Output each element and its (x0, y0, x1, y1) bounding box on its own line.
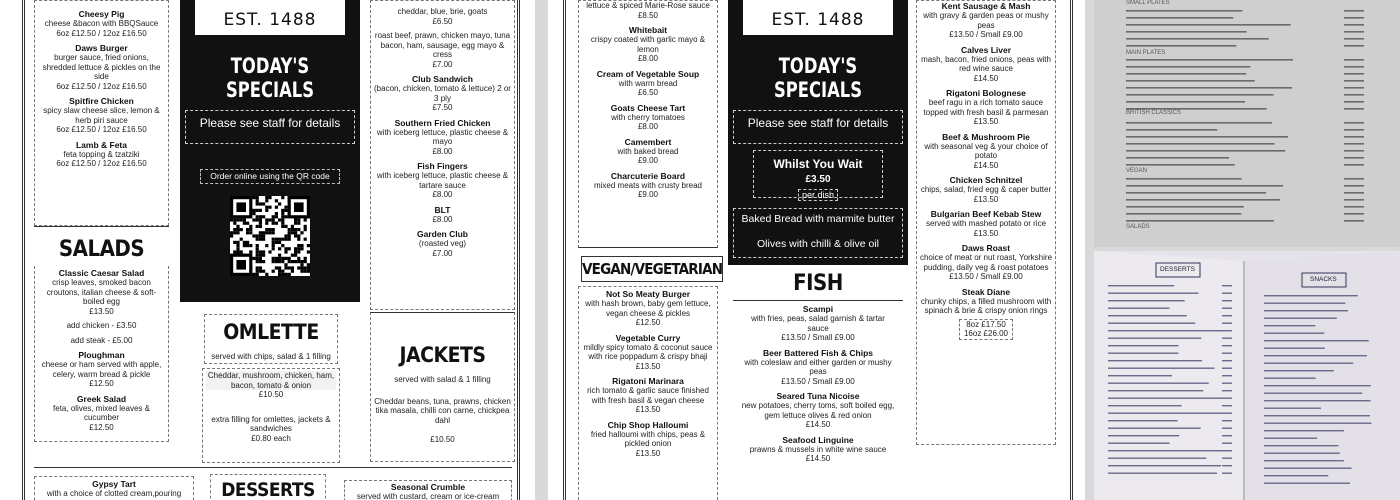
item-desc: burger sauce, fried onions, shredded lettuce & pickles on the side (42, 53, 161, 81)
item-desc: mash, bacon, fried onions, peas with red wine sauce (921, 54, 1051, 73)
steak-price-8oz: 8oz £17.50 (966, 319, 1006, 329)
thumb1-heading-2: MAIN PLATES (1126, 50, 1166, 56)
item-title: Scampi (802, 304, 834, 314)
item-desc: chips, salad, fried egg & caper butter (920, 185, 1052, 194)
omlette-extra-price: £0.80 each (251, 433, 291, 443)
item-desc: with seasonal veg & your choice of potato (924, 141, 1048, 160)
item-price: £13.50 (973, 228, 999, 238)
item-desc: cheese or ham served with apple, celery, warm bread & pickle (41, 360, 162, 379)
item-desc: feta topping & tzatziki (63, 149, 140, 159)
item-title: Spitfire Chicken (69, 96, 134, 106)
item-title: Classic Caesar Salad (58, 268, 145, 278)
item-title: Southern Fried Chicken (394, 117, 491, 128)
omlette-heading: OMLETTE (223, 320, 319, 344)
specials-title-2: SPECIALS (773, 78, 863, 102)
item-title: Chip Shop Halloumi (607, 419, 689, 430)
starter-item (581, 1, 715, 20)
item-desc: with coleslaw and either garden or mushy peas (744, 357, 892, 376)
item-desc: new potatoes, cherry toms, soft boiled egg, gem lettuce olives & red onion (741, 401, 895, 420)
item-price: £6.50 (432, 16, 453, 26)
item-desc: served with mashed potato or rice (925, 219, 1047, 228)
jackets-price: £10.50 (430, 435, 455, 444)
item-price: £14.50 (973, 160, 999, 170)
item-title: Vegetable Curry (615, 332, 681, 343)
item-title: Goats Cheese Tart (610, 102, 686, 113)
thumb1-heading-4: VEGAN (1126, 168, 1148, 174)
item-desc: beef ragu in a rich tomato sauce topped with fresh basil & parmesan (923, 98, 1049, 117)
desserts-heading-box (210, 474, 326, 500)
sandwiches-section (370, 0, 515, 310)
specials-board (180, 0, 360, 302)
item-desc: (bacon, chicken, tomato & lettuce) 2 or 3 ply (374, 84, 511, 103)
item-price: £13.50 / Small £9.00 (781, 333, 855, 342)
fish-item (740, 435, 896, 464)
item-desc: with hash brown, baby gem lettuce, vegan cheese & pickles (585, 299, 711, 318)
starter-item (581, 69, 715, 98)
item-price: £13.50 (973, 117, 999, 126)
item-title: Cheesy Pig (78, 9, 125, 19)
main-item (919, 88, 1053, 127)
vegan-heading-box (581, 256, 723, 282)
item-price: £14.50 (805, 454, 831, 463)
item-price: £13.50 / Small £9.00 (949, 30, 1023, 39)
burger-item (37, 96, 166, 135)
sandwich-item (374, 229, 511, 258)
menu-page-1 (0, 0, 535, 500)
item-desc: with gravy & garden peas or mushy peas (923, 11, 1049, 30)
item-title: Rigatoni Marinara (612, 376, 684, 386)
item-title: Calves Liver (960, 44, 1012, 55)
item-price: £8.00 (432, 190, 453, 199)
item-desc: fried halloumi with chips, peas & pickled onion (590, 429, 706, 448)
est-label: EST. 1488 (195, 0, 345, 35)
gypsy-tart-desc: with a choice of clotted cream,pouring (46, 489, 182, 498)
jackets-fill-text: Cheddar beans, tuna, prawns, chicken tika masala, chilli con carne, chickpea dahl (374, 396, 511, 425)
jackets-subtitle: served with salad & 1 filling (394, 375, 491, 384)
item-price: £13.50 (89, 306, 114, 316)
starter-item (581, 25, 715, 64)
salad-item (37, 321, 166, 331)
qr-code[interactable] (230, 196, 310, 276)
fish-section (738, 302, 898, 500)
item-title: Charcuterie Board (610, 170, 686, 181)
item-desc: add chicken - £3.50 (66, 321, 137, 330)
item-title: Whitebait (628, 25, 668, 35)
menu-photo (1094, 0, 1400, 247)
salad-item (37, 394, 166, 433)
crumble-desc: served with custard, cream or ice-cream (356, 492, 500, 500)
item-title: Club Sandwich (412, 74, 473, 84)
jackets-section (370, 312, 515, 462)
thumb1-heading-3: BRITISH CLASSICS (1126, 110, 1182, 116)
omlette-price: £10.50 (258, 390, 284, 399)
item-title: Rigatoni Bolognese (946, 88, 1026, 98)
item-desc: with warm bread (618, 78, 678, 88)
item-price: £8.50 (637, 10, 659, 20)
item-price: £14.50 (805, 420, 831, 429)
menu-page-2 (548, 0, 1085, 500)
gypsy-tart (34, 476, 194, 500)
item-price: £13.50 / Small £9.00 (949, 272, 1023, 281)
specials-title-2: SPECIALS (225, 78, 315, 102)
main-item (919, 45, 1053, 84)
item-title: Chicken Schnitzel (949, 175, 1023, 185)
starter-item (581, 137, 715, 166)
item-title: Beef & Mushroom Pie (942, 131, 1030, 142)
item-title: Daws Burger (75, 43, 128, 53)
sandwich-item (374, 31, 511, 69)
jackets-heading: JACKETS (399, 343, 486, 367)
salad-item (37, 336, 166, 346)
fish-item (740, 304, 896, 343)
burger-item (37, 140, 166, 169)
item-price: £14.50 (973, 73, 999, 83)
item-price: £13.50 (635, 361, 661, 371)
whilst-item-2: Olives with chilli & olive oil (757, 238, 879, 250)
starter-item (581, 171, 715, 200)
item-desc: choice of meat or nut roast, Yorkshire pudding, daily veg & roast potatoes (919, 253, 1053, 272)
fish-heading: FISH (733, 268, 903, 301)
item-title: Seared Tuna Nicoise (776, 391, 860, 401)
burger-item (37, 9, 166, 38)
item-title: Bulgarian Beef Kebab Stew (930, 209, 1042, 219)
item-desc: crisp leaves, smoked bacon croutons, italian cheese & soft-boiled egg (46, 278, 157, 306)
burgers-section (34, 0, 169, 226)
omlette-subtitle: served with chips, salad & 1 filling (211, 352, 331, 361)
item-title: Beer Battered Fish & Chips (762, 347, 874, 358)
item-price: 6oz £12.50 / 12oz £16.50 (56, 159, 147, 168)
item-price: £8.00 (432, 146, 453, 156)
gypsy-tart-title: Gypsy Tart (92, 479, 136, 489)
thumb1-heading-5: SALADS (1126, 224, 1150, 230)
item-price: £13.50 (973, 194, 999, 204)
item-desc: lettuce & spiced Marie-Rose sauce (586, 1, 710, 10)
item-price: £13.50 (635, 448, 661, 458)
fish-item (740, 391, 896, 430)
mains-section (916, 0, 1056, 445)
item-price: £7.00 (432, 248, 453, 258)
item-desc: spicy slaw cheese slice, lemon & herb piri sauce (43, 106, 160, 125)
whilst-title: Whilst You Wait (773, 157, 863, 171)
item-title: Camembert (624, 136, 672, 147)
item-price: £12.50 (635, 318, 661, 327)
steak-prices (959, 319, 1013, 340)
desserts-heading: DESSERTS (221, 479, 315, 500)
thumb2-heading-2: SNACKS (1310, 276, 1337, 283)
item-price: £13.50 / Small £9.00 (781, 376, 855, 386)
item-title: Cream of Vegetable Soup (596, 68, 700, 79)
item-desc: mildly spicy tomato & coconut sauce with rice poppadum & crispy bhaji (583, 342, 713, 361)
starter-item (581, 103, 715, 132)
steak-price-16oz: 16oz £26.00 (963, 329, 1009, 338)
vegan-item (581, 376, 715, 415)
item-desc: feta, olives, mixed leaves & cucumber (53, 403, 150, 422)
item-desc: with fries, peas, salad garnish & tartar sauce (751, 314, 885, 333)
whilst-per: per dish (798, 189, 838, 201)
item-price: £9.00 (637, 156, 659, 165)
specials-title-1: TODAY'S (778, 54, 858, 78)
seasonal-crumble (344, 480, 512, 500)
item-title: Fish Fingers (417, 161, 468, 171)
item-title: Lamb & Feta (75, 139, 127, 150)
whilst-item-1: Baked Bread with marmite butter (741, 213, 895, 225)
item-desc: add steak - £5.00 (70, 335, 133, 345)
vegan-item (581, 289, 715, 328)
item-title: BLT (434, 204, 451, 215)
main-item (919, 1, 1053, 40)
item-title: Ploughman (78, 350, 125, 360)
main-item (919, 209, 1053, 238)
salad-item (37, 268, 166, 316)
fish-item (740, 348, 896, 387)
item-price: 6oz £12.50 / 12oz £16.50 (56, 28, 147, 38)
staff-notice: Please see staff for details (185, 110, 355, 144)
item-price: £6.50 (637, 88, 659, 97)
vegan-item (581, 420, 715, 459)
item-desc: cheddar, blue, brie, goats (397, 7, 488, 16)
menu-photo (1094, 251, 1400, 500)
whilst-you-wait (753, 150, 883, 198)
item-price: £13.50 (635, 405, 661, 414)
omlette-fillings (202, 368, 340, 463)
sandwich-item (374, 161, 511, 200)
item-desc: mixed meats with crusty bread (593, 180, 703, 190)
item-title: Seafood Linguine (782, 434, 854, 445)
item-desc: chunky chips, a filled mushroom with spinach & brie & crispy onion rings (920, 296, 1052, 315)
item-title: Kent Sausage & Mash (941, 1, 1031, 11)
item-desc: roast beef, prawn, chicken mayo, tuna bacon, ham, sausage, egg mayo & cress (374, 31, 511, 59)
crumble-title: Seasonal Crumble (390, 482, 466, 492)
main-item (919, 287, 1053, 316)
vegan-item (581, 333, 715, 372)
item-price: £7.50 (432, 103, 453, 112)
specials-title-1: TODAY'S (230, 54, 310, 78)
thumb1-heading-1: SMALL PLATES (1126, 0, 1170, 6)
item-desc: with baked bread (617, 146, 679, 156)
sandwich-item (374, 74, 511, 113)
salad-item (37, 350, 166, 389)
item-desc: crispy coated with garlic mayo & lemon (590, 35, 706, 54)
main-item (919, 132, 1053, 171)
staff-notice: Please see staff for details (733, 110, 903, 144)
est-label: EST. 1488 (743, 0, 893, 35)
qr-instruction: Order online using the QR code (200, 169, 340, 184)
item-price: £8.00 (637, 122, 659, 131)
item-desc: prawns & mussels in white wine sauce (749, 444, 887, 454)
item-price: £9.00 (637, 190, 659, 199)
starters-section (578, 0, 718, 248)
salads-heading: SALADS (58, 237, 145, 262)
sandwich-item (374, 205, 511, 225)
item-title: Garden Club (416, 229, 468, 239)
item-title: Steak Diane (961, 286, 1011, 297)
item-price: 6oz £12.50 / 12oz £16.50 (56, 125, 147, 134)
item-desc: with iceberg lettuce, plastic cheese & tartare sauce (376, 171, 509, 190)
item-price: £12.50 (89, 379, 114, 388)
item-desc: rich tomato & garlic sauce finished with fresh basil & vegan cheese (587, 386, 709, 405)
item-desc: with cherry tomatoes (611, 112, 685, 122)
item-desc: with iceberg lettuce, plastic cheese & mayo (376, 127, 509, 146)
vegan-section (578, 286, 718, 500)
item-title: Greek Salad (76, 393, 127, 404)
item-title: Not So Meaty Burger (605, 289, 691, 299)
sandwich-item (374, 118, 511, 157)
burger-item (37, 43, 166, 91)
omlette-extra-text: extra filling for omlettes, jackets & sandwiches (211, 414, 331, 433)
sandwich-item (374, 7, 511, 26)
vegan-heading: VEGAN/VEGETARIAN (582, 260, 723, 278)
item-price: £12.50 (89, 422, 114, 432)
whilst-items (733, 208, 903, 258)
main-item (919, 243, 1053, 282)
omlette-heading-box (204, 314, 338, 364)
item-desc: cheese &bacon with BBQSauce (44, 19, 159, 28)
whilst-price: £3.50 (805, 174, 831, 185)
salads-section (34, 266, 169, 442)
thumb2-heading-1: DESSERTS (1160, 266, 1195, 273)
omlette-fill-text: Cheddar, mushroom, chicken, ham, bacon, tomato & onion (207, 371, 335, 390)
main-item (919, 175, 1053, 204)
item-price: £8.00 (432, 214, 453, 224)
item-price: 6oz £12.50 / 12oz £16.50 (56, 81, 147, 91)
item-desc: (roasted veg) (418, 239, 467, 248)
item-price: £7.00 (432, 59, 453, 69)
specials-board (728, 0, 908, 265)
photo-thumbnail-2[interactable] (1094, 251, 1400, 500)
item-price: £8.00 (637, 54, 659, 63)
photo-thumbnail-1[interactable] (1094, 0, 1400, 247)
item-title: Daws Roast (961, 243, 1011, 253)
